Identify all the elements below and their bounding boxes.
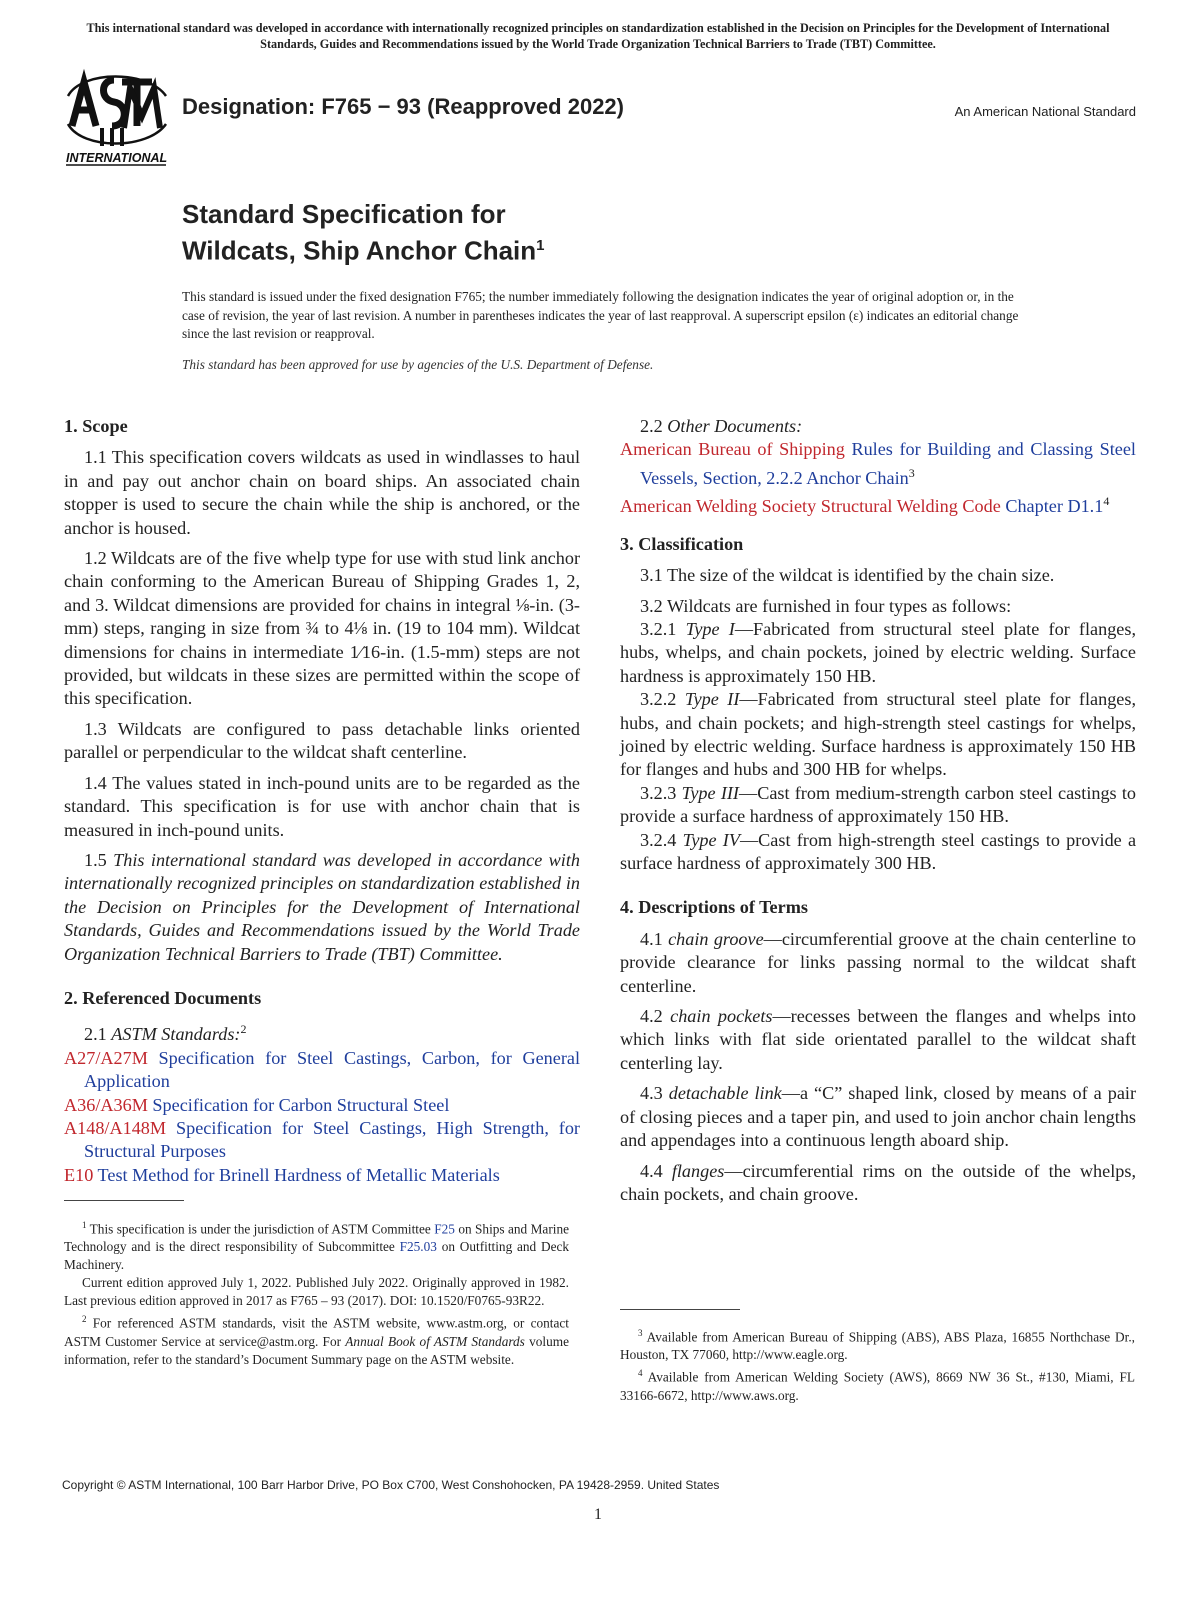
ref-code: A36/A36M: [64, 1094, 148, 1115]
para-1-3: 1.3 Wildcats are configured to pass detachable links oriented parallel or perpendicular to the wildcat shaft centerline.: [64, 718, 580, 763]
footnote-1: $^1$ This specification is under the jurisdiction of ASTM Committee F25 on Ships and Marine Technology and is the direct responsibility of Subcommittee F25.03 on Outfitting and Deck Machinery.: [64, 1220, 570, 1273]
footnote-3: $^3$ Available from American Bureau of Shipping (ABS), ABS Plaza, 16855 Northchase Dr., Houston, TX 77060, http://www.eagle.org.: [620, 1328, 1135, 1363]
ref-code: A148/A148M: [64, 1118, 167, 1139]
footnote-2: $^2$ For referenced ASTM standards, visit the ASTM website, www.astm.org, or contact ASTM Customer Service at service@astm.org. For Annual Book of ASTM Standards volume information, refer to the standard’s Document Summary page on the ASTM website.: [64, 1314, 569, 1367]
ref-title: Specification for Carbon Structural Steel: [152, 1094, 450, 1115]
para-1-5: 1.5 This international standard was developed in accordance with internationally recognized principles on standardization established in the Decision on Principles for the Development of International Standards, Guides and Recommendations issued by the World Trade Organization Technical Barriers to Trade (TBT) Committee.: [64, 849, 581, 964]
para-1-1: 1.1 This specification covers wildcats as used in windlasses to haul in and pay out anchor chain on board ships. An associated chain stopper is used to secure the chain while the ship is anchored, or the anchor is housed.: [64, 447, 580, 538]
ref-title: Specification for Steel Castings, High Strength, for Structural Purposes: [84, 1118, 580, 1162]
section-heading-classification: 3. Classification: [620, 533, 744, 554]
ref-item[interactable]: [64, 1094, 580, 1117]
link-f25[interactable]: F25: [434, 1221, 455, 1237]
para-3-2: 3.2 Wildcats are furnished in four types as follows:: [640, 595, 1012, 616]
footnote-1-edition: Current edition approved July 1, 2022. Published July 2022. Originally approved in 1982. Last previous edition approved in 2017 as F765 – 93 (2017). DOI: 10.1520/F0765-93R22.: [64, 1275, 569, 1309]
link-f25-03[interactable]: F25.03: [399, 1239, 437, 1255]
footnote-4: $^4$ Available from American Welding Society (AWS), 8669 NW 36 St., #130, Miami, FL 33166-6672, http://www.aws.org.: [620, 1368, 1135, 1403]
section-heading-scope: 1. Scope: [64, 416, 128, 436]
logo-text: INTERNATIONAL: [66, 151, 168, 165]
term-item: 4.1 chain groove—circumferential groove at the chain centerline to provide clearance for links passing normal to the wildcat shaft centerline.: [620, 928, 1137, 996]
right-column: [620, 415, 1136, 1213]
copyright-line: Copyright © ASTM International, 100 Barr Harbor Drive, PO Box C700, West Conshohocken, PA 19428-2959. United States: [62, 1478, 720, 1492]
document-title: [182, 198, 545, 267]
ref-title: Test Method for Brinell Hardness of Metallic Materials: [97, 1164, 500, 1185]
footnote-rule-left: [64, 1200, 184, 1201]
astm-logo: [62, 66, 172, 170]
subsection-astm-standards: 2.1 ASTM Standards:$^2$: [84, 1022, 247, 1045]
top-note: This international standard was developed in accordance with internationally recognized principles on standardization established in the Decision on Principles for the Development of International Standards, Guides and Recommendations issued by the World Trade Organization Technical Barriers to Trade (TBT) Committee.: [86, 21, 1110, 51]
term-item: 4.4 flanges—circumferential rims on the outside of the whelps, chain pockets, and chain groove.: [620, 1160, 1136, 1204]
para-1-2: 1.2 Wildcats are of the five whelp type for use with stud link anchor chain conforming to the American Bureau of Shipping Grades 1, 2, and 3. Wildcat dimensions are provided for chains in integral ⅛-in. (3-mm) steps, ranging in size from ¾ to 4⅛ in. (19 to 104 mm). Wildcat dimensions for chains in intermediate 1⁄16-in. (1.5-mm) steps are not provided, but wildcats in these sizes are permitted within the scope of this specification.: [64, 548, 580, 709]
type-item: 3.2.2 Type II—Fabricated from structural steel plate for flanges, hubs, and chain pockets; and high-strength steel castings for whelps, joined by electric welding. Surface hardness is approximately 150 HB for flanges and hubs and 300 HB for whelps.: [620, 689, 1136, 780]
national-standard-label: An American National Standard: [954, 104, 1136, 119]
type-item: 3.2.1 Type I—Fabricated from structural steel plate for flanges, hubs, whelps, and chain pockets, joined by electric welding. Surface hardness is approximately 150 HB.: [620, 618, 1136, 686]
type-item: 3.2.3 Type III—Cast from medium-strength carbon steel castings to provide a surface hardness of approximately 150 HB.: [620, 782, 1136, 827]
para-1-4: 1.4 The values stated in inch-pound units are to be regarded as the standard. This specification is for use with anchor chain that is measured in inch-pound units.: [64, 772, 580, 840]
title-line-2: Wildcats, Ship Anchor Chain: [182, 235, 537, 266]
ref-item[interactable]: [64, 1117, 580, 1164]
footnote-rule-right: [620, 1309, 740, 1310]
designation: Designation: F765 − 93 (Reapproved 2022): [182, 94, 624, 119]
section-heading-terms: 4. Descriptions of Terms: [620, 897, 808, 918]
type-item: 3.2.4 Type IV—Cast from high-strength steel castings to provide a surface hardness of approximately 300 HB.: [620, 829, 1137, 874]
ref-title: Specification for Steel Castings, Carbon, for General Application: [84, 1047, 581, 1092]
footnotes-right: [620, 1324, 1135, 1405]
ref-code: E10: [64, 1164, 94, 1185]
other-doc-item[interactable]: American Welding Society Structural Welding Code Chapter $D1.1^4$: [620, 494, 1110, 517]
ref-item[interactable]: [64, 1164, 580, 1187]
issuance-note: This standard is issued under the fixed designation F765; the number immediately following the designation indicates the year of original adoption or, in the case of revision, the year of last revision. A number in parentheses indicates the year of last reapproval. A superscript epsilon (ε) indicates an editorial change since the last revision or reapproval.: [182, 289, 1019, 341]
ref-item[interactable]: [64, 1047, 580, 1094]
other-doc-item[interactable]: American Bureau of Shipping Rules for Building and Classing Steel Vessels, Section, 2.2.2 Anchor Chain$^3$: [620, 439, 1136, 488]
term-item: 4.3 detachable link—a “C” shaped link, closed by means of a pair of closing pieces and a taper pin, and used to join anchor chain lengths and appendages into a continuous length aboard ship.: [620, 1083, 1137, 1151]
page-number: 1: [594, 1506, 602, 1523]
title-line-1: Standard Specification for: [182, 199, 506, 229]
left-column: [64, 415, 580, 1187]
term-item: 4.2 chain pockets—recesses between the flanges and whelps into which links with flat side orientated parallel to the wildcat shaft centerling lay.: [620, 1006, 1136, 1073]
title-footnote-mark: 1: [536, 237, 545, 254]
subsection-other-documents: 2.2 Other Documents:: [640, 416, 803, 436]
ref-code: A27/A27M: [64, 1047, 148, 1068]
footnotes-left: [64, 1216, 569, 1369]
para-3-1: 3.1 The size of the wildcat is identified by the chain size.: [640, 565, 1055, 586]
dod-approval-note: This standard has been approved for use by agencies of the U.S. Department of Defense.: [182, 357, 654, 372]
section-heading-referenced: 2. Referenced Documents: [64, 987, 262, 1008]
